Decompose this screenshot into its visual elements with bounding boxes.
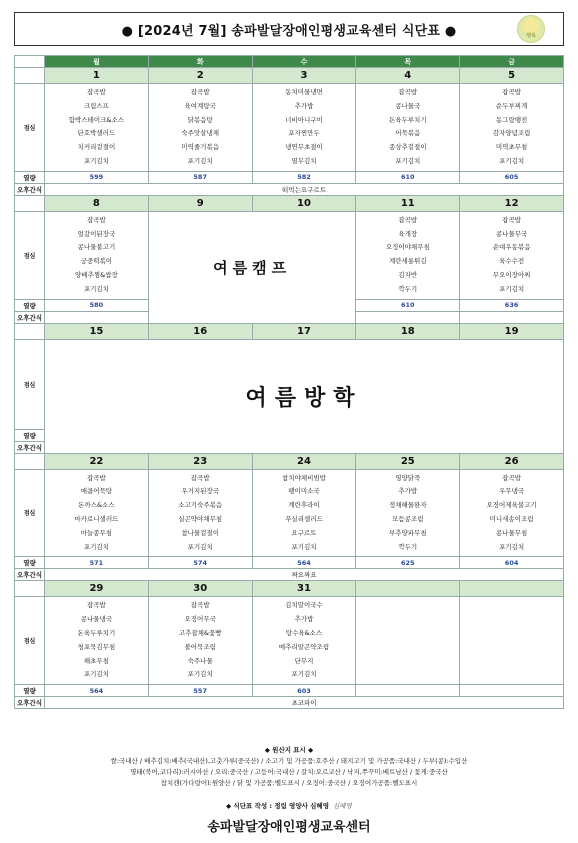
weekday-fri: 금	[460, 56, 564, 68]
week5-date-row	[15, 581, 564, 597]
week5-kcal-row	[15, 685, 564, 697]
title-box	[14, 12, 564, 46]
date-cell: 25	[356, 453, 460, 469]
origin-line: 명태(북어,코다리):러시아산 / 오리:중국산 / 고등어:국내산 / 갈치:오르코산 / 낙지,쭈꾸미:베트남산 / 꽃게:중국산	[130, 768, 448, 776]
week4-kcal-row	[15, 557, 564, 569]
menu-cell: 잡곡밥 오징어무국 고추잡채&꽃빵 볼어묵조림 숙주나물 포기김치	[148, 597, 252, 685]
kcal-label: 열량	[15, 299, 45, 311]
week2-date-row	[15, 195, 564, 211]
lunch-label: 점심	[15, 597, 45, 685]
menu-cell: 잡곡밥 콩나물냉국 돈육두루치기 청포묵김무침 해초무침 포기김치	[45, 597, 149, 685]
date-cell: 1	[45, 68, 149, 84]
snack-label: 오후간식	[15, 697, 45, 709]
kcal-value: 557	[148, 685, 252, 697]
snack-value: 짜요짜요	[45, 569, 564, 581]
menu-cell: 잡곡밥 매콤어묵탕 돈까스&소스 마카로니샐러드 마늘종무침 포기김치	[45, 469, 149, 557]
kcal-value: 564	[45, 685, 149, 697]
menu-cell: 잡곡밥 육개장 오징어야채무침 계란새롱튀김 김자반 깍두기	[356, 211, 460, 299]
origin-line: 쌀:국내산 / 배추김치:배추(국내산),고춧가루(중국산) / 소고기 및 가공품:호주산 / 돼지고기 및 가공품:국내산 / 두부(콩):수입산	[110, 757, 468, 765]
kcal-value: 604	[460, 557, 564, 569]
snack-value: 초코파이	[45, 697, 564, 709]
kcal-label: 열량	[15, 171, 45, 183]
week1-lunch-row	[15, 84, 564, 172]
footer-center-name: 송파발달장애인평생교육센터	[207, 820, 371, 835]
menu-cell: 잡곡밥 순두부찌개 동그랑땡전 감자양념조림 미역초무침 포기김치	[460, 84, 564, 172]
origin-line: 참치캔(가다랑어):원양산 / 닭 및 가공품:벨도표시 / 오징어:중국산 / 오징어가공품:벨도표시	[160, 779, 418, 787]
kcal-value: 574	[148, 557, 252, 569]
origin-heading: ◆ 원산지 표시 ◆	[264, 746, 314, 754]
writer-text: ◆ 식단표 작성 : 정림 영양사 심혜영	[226, 802, 329, 810]
week5-snack-row	[15, 697, 564, 709]
date-cell: 11	[356, 195, 460, 211]
lunch-label: 점심	[15, 469, 45, 557]
week3-lunch-row	[15, 339, 564, 429]
date-cell: 17	[252, 323, 356, 339]
page-title: ● [2024년 7월] 송파발달장애인평생교육센터 식단표 ●	[121, 23, 457, 39]
kcal-value: 582	[252, 171, 356, 183]
menu-cell: 영양닭죽 추가밥 정채해물완자 모듬콩조림 부추양파무침 깍두기	[356, 469, 460, 557]
date-cell: 4	[356, 68, 460, 84]
menu-cell: 잡곡밥 콩나물무국 순대우동볶음 육수수전 무오이장아찌 포기김치	[460, 211, 564, 299]
week3-date-row	[15, 323, 564, 339]
kcal-label: 열량	[15, 685, 45, 697]
date-cell	[356, 581, 460, 597]
empty-cell	[356, 597, 460, 685]
date-cell: 15	[45, 323, 149, 339]
kcal-value: 610	[356, 171, 460, 183]
kcal-value: 599	[45, 171, 149, 183]
date-cell: 9	[148, 195, 252, 211]
center-logo: 행복	[517, 15, 545, 43]
date-cell: 31	[252, 581, 356, 597]
week5-lunch-row	[15, 597, 564, 685]
week1-date-row	[15, 68, 564, 84]
menu-cell: 잡곡밥 육여계탕국 닭볶음탕 숙주맛살냉채 미역줄기볶음 포기김치	[148, 84, 252, 172]
lunch-label: 점심	[15, 339, 45, 429]
writer-line	[14, 801, 564, 810]
week1-snack-row	[15, 183, 564, 195]
kcal-value: 564	[252, 557, 356, 569]
date-cell: 12	[460, 195, 564, 211]
kcal-value: 571	[45, 557, 149, 569]
date-cell: 26	[460, 453, 564, 469]
kcal-value: 603	[252, 685, 356, 697]
date-cell: 3	[252, 68, 356, 84]
date-cell: 10	[252, 195, 356, 211]
kcal-label: 열량	[15, 429, 45, 441]
date-cell: 18	[356, 323, 460, 339]
snack-label: 오후간식	[15, 569, 45, 581]
snack-label: 오후간식	[15, 441, 45, 453]
empty-cell	[460, 597, 564, 685]
signature: 심혜영	[332, 802, 352, 810]
lunch-label: 점심	[15, 211, 45, 299]
kcal-value: 605	[460, 171, 564, 183]
weekday-header-row	[15, 56, 564, 68]
week4-snack-row	[15, 569, 564, 581]
snack-value: 떠먹는요구르트	[45, 183, 564, 195]
date-cell: 5	[460, 68, 564, 84]
lunch-label: 점심	[15, 84, 45, 172]
origin-section	[14, 745, 564, 789]
summer-vacation-banner: 여름방학	[45, 339, 564, 453]
date-cell: 8	[45, 195, 149, 211]
menu-table	[14, 55, 564, 709]
date-cell: 22	[45, 453, 149, 469]
menu-cell: 잡곡밥 크림스프 함박스테이크&소스 단호박샐러드 치커리겉절이 포기김치	[45, 84, 149, 172]
date-cell: 19	[460, 323, 564, 339]
kcal-value: 587	[148, 171, 252, 183]
week2-lunch-row	[15, 211, 564, 299]
kcal-label: 열량	[15, 557, 45, 569]
menu-cell: 잡곡밥 얼갈이된장국 콩나물불고기 궁중떡볶이 양배추찜&쌈장 포기김치	[45, 211, 149, 299]
menu-cell: 잡곡밥 우무냉국 오징어제육불고기 미니새송이조림 콩나물무침 포기김치	[460, 469, 564, 557]
date-cell: 23	[148, 453, 252, 469]
date-cell: 2	[148, 68, 252, 84]
menu-cell: 잡곡밥 우거지된장국 소고기숙주볶음 실곤약야채무침 참나물겉절이 포기김치	[148, 469, 252, 557]
date-cell: 29	[45, 581, 149, 597]
weekday-wed: 수	[252, 56, 356, 68]
kcal-value: 625	[356, 557, 460, 569]
kcal-value: 610	[356, 299, 460, 311]
snack-label: 오후간식	[15, 311, 45, 323]
menu-cell: 참치야채비빔밥 팽이미소국 계란후라이 푸실리샐러드 요구르트 포기김치	[252, 469, 356, 557]
date-cell	[460, 581, 564, 597]
week4-date-row	[15, 453, 564, 469]
date-cell: 16	[148, 323, 252, 339]
weekday-mon: 월	[45, 56, 149, 68]
menu-cell: 동치미물냉면 추가밥 너비아니구이 포자찐만두 냉연무초절이 열무김치	[252, 84, 356, 172]
weekday-thu: 목	[356, 56, 460, 68]
weekday-tue: 화	[148, 56, 252, 68]
snack-label: 오후간식	[15, 183, 45, 195]
week4-lunch-row	[15, 469, 564, 557]
summer-camp-banner: 여름캠프	[148, 211, 356, 323]
date-cell: 24	[252, 453, 356, 469]
menu-cell: 잡곡밥 콩나물국 돈육두루치기 어묵볶음 종상추겉절이 포기김치	[356, 84, 460, 172]
date-cell: 30	[148, 581, 252, 597]
week1-kcal-row	[15, 171, 564, 183]
kcal-value: 636	[460, 299, 564, 311]
kcal-value: 580	[45, 299, 149, 311]
menu-cell: 김치말이국수 추가밥 탕수육&소스 메추리알곤약조림 단무지 포기김치	[252, 597, 356, 685]
